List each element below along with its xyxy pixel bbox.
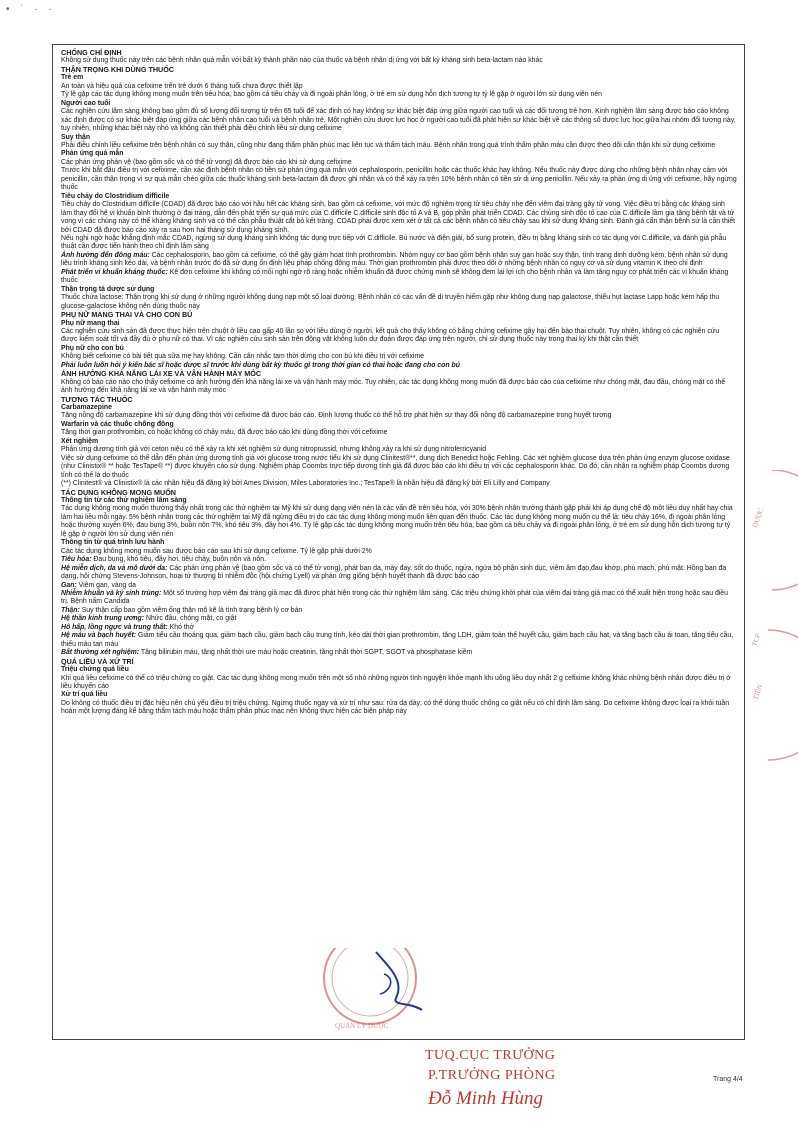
signer-name: Đỗ Minh Hùng bbox=[428, 1088, 544, 1109]
page-number: Trang 4/4 bbox=[713, 1076, 743, 1083]
paragraph: Các nghiên cứu lâm sàng không bao gồm đủ số lượng đối tượng từ trên 65 tuổi để xác định có hay không sự khác biệt đáp ứng giữa người cao tuổi và các đối tượng trẻ hơn. Kinh nghiệm lâm sàng được báo cáo không xác định được có sự khác biệt đáp ứng giữa các bệnh nhân cao tuổi và bệnh nhân trẻ. Một nghiên cứu dược lực học ở người cao tuổi đã phát hiện sự khác biệt về các thông số dược lực học giữa hai nhóm đối tượng này, tuy nhiên, những khác biệt này nhỏ và không cần thiết phải điều chỉnh liều sử dụng cefixime bbox=[61, 108, 736, 133]
paragraph: Các tác dụng không mong muốn sau được báo cáo sau khi sử dụng cefixime. Tỷ lệ gặp phải dưới 2% bbox=[61, 547, 372, 555]
lead-label: Ảnh hưởng đến đông máu: bbox=[61, 251, 150, 259]
lead-text: Viêm gan, vàng da bbox=[78, 581, 136, 589]
paragraph: Không biết cefixime có bài tiết qua sữa mẹ hay không. Cần cân nhắc tạm thời dừng cho con bú khi điều trị với cefixime bbox=[61, 353, 424, 361]
paragraph: An toàn và hiệu quả của cefixime trên trẻ dưới 6 tháng tuổi chưa được thiết lập bbox=[61, 82, 303, 90]
section-heading: THẬN TRỌNG KHI DÙNG THUỐC bbox=[61, 64, 174, 74]
lead-paragraph bbox=[61, 565, 737, 582]
subsection-heading: Xử trí quá liều bbox=[61, 691, 108, 699]
lead-text: Các phản ứng phản vệ (bao gồm sốc và có thể tử vong), phát ban da, mày đay, sốt do thuốc, ngứa, ngứa bộ phận sinh dục, viêm âm đạo,đau khớp, phù mạch, phù mặt. Hồng ban đa dạng, hội chứng Stevens-Johnson, hoại tử thượng bì nhiễm độc (hội chứng Lyell) và phản ứng giống bệnh huyết thanh đã được báo cáo bbox=[61, 564, 727, 581]
lead-paragraph bbox=[61, 590, 737, 607]
lead-label: Gan: bbox=[61, 581, 77, 589]
lead-label: Bất thường xét nghiệm: bbox=[61, 649, 140, 657]
lead-paragraph bbox=[61, 556, 737, 564]
paragraph: Tác dụng không mong muốn thường thấy nhất trong các thử nghiệm tại Mỹ khi sử dụng dạng viên nén là các vấn đề trên tiêu hóa, với 30% bệnh nhân trưởng thành gặp phải khi áp dụng chế độ một liều duy nhất hay chia làm hai liều mỗi ngày. 5% bệnh nhân trong các thử nghiệm tại Mỹ đã ngừng điều trị do các tác dụng không mong muốn liên quan đến thuốc. Các tác dụng không mong muốn cụ thể là: tiêu chảy 16%, đi ngoài phân lỏng hoặc thường xuyên 6%, đau bụng 3%, buồn nôn 7%, khó tiêu 3%, đầy hơi 4%. Tỷ lệ gặp các tác dụng không mong muốn trên tiêu hóa, bao gồm cả tiêu chảy và đi ngoài phân lỏng, ở trẻ em sử dụng hỗn dịch tương tự tỷ lệ gặp ở người lớn sử dụng viên nén bbox=[61, 505, 733, 538]
lead-text: Nhức đầu, chóng mặt, co giật bbox=[145, 615, 237, 623]
lead-text: Các cephalosporin, bao gồm cả cefixime, có thể gây giảm hoạt tính prothrombin. Nhóm nguy cơ bao gồm bệnh nhân suy gan hoặc suy thận, tình trạng dinh dưỡng kém, bệnh nhân sử dụng liệu trình kháng sinh kéo dài, và bệnh nhân trước đó đã sử dụng ổn định liệu pháp chống đông máu. Thời gian prothrombin phải được theo dõi ở những bệnh nhân có nguy cơ và sử dụng vitamin K theo chỉ định bbox=[61, 251, 728, 268]
paragraph: Nếu nghi ngờ hoặc khẳng định mắc CDAD, ngừng sử dụng kháng sinh không tác dụng trực tiếp với C.difficile. Bù nước và điện giải, bổ sung protein, điều trị bằng kháng sinh có tác dụng với C.difficile, và đánh giá phẫu thuật cần được tiến hành theo chỉ định lâm sàng bbox=[61, 234, 727, 251]
emphasis-note: Phải luôn luôn hỏi ý kiến bác sĩ hoặc dược sĩ trước khi dùng bất kỳ thuốc gì trong thời gian có thai hoặc đang cho con bú bbox=[61, 361, 460, 369]
paragraph: Phải điều chỉnh liều cefixime trên bệnh nhân có suy thận, cũng như đang thẩm phân phúc mạc liên tục và thẩm tách máu. Bệnh nhân trong quá trình thẩm phân máu cần được theo dõi cẩn thận khi sử dụng cefixime bbox=[61, 141, 716, 149]
section-heading: QUÁ LIỀU VÀ XỬ TRÍ bbox=[61, 656, 134, 666]
lead-label: Hệ máu và bạch huyết: bbox=[61, 632, 137, 640]
round-stamp bbox=[300, 948, 440, 1058]
subsection-heading: Phản ứng quá mẫn bbox=[61, 150, 124, 158]
side-stamp bbox=[742, 470, 798, 770]
paragraph: Tăng nồng độ carbamazepine khi sử dụng đồng thời với cefixime đã được báo cáo. Định lượng thuốc có thể hỗ trợ phát hiện sự thay đổi nồng độ carbamazepine trong huyết tương bbox=[61, 412, 612, 420]
section-heading: CHỐNG CHỈ ĐỊNH bbox=[61, 48, 122, 57]
subsection-heading: Thông tin từ quá trình lưu hành bbox=[61, 539, 165, 547]
lead-paragraph bbox=[61, 252, 737, 269]
subsection-heading: Warfarin và các thuốc chống đông bbox=[61, 420, 174, 428]
document-frame bbox=[52, 44, 745, 1040]
paragraph: Tăng thời gian prothrombin, có hoặc không có chảy máu, đã được báo cáo khi dùng đồng thời với cefixime bbox=[61, 429, 388, 437]
subsection-heading: Xét nghiệm bbox=[61, 437, 99, 445]
lead-paragraph bbox=[61, 615, 737, 623]
lead-label: Hệ thần kinh trung ương: bbox=[61, 615, 145, 623]
subsection-heading: Tiêu chảy do Clostridium difficile bbox=[61, 192, 170, 200]
lead-text: Đau bụng, khó tiêu, đầy hơi, tiêu chảy, buồn nôn và nôn. bbox=[93, 556, 266, 564]
paragraph: Khi quá liều cefixime có thể có triệu chứng co giật. Các tác dụng không mong muốn trên một số nhỏ những người tình nguyện khỏe mạnh khi uống liều duy nhất 2 g cefixime không khác những bệnh nhân được điều trị ở liều khuyến cáo bbox=[61, 674, 731, 690]
subsection-heading: Thông tin từ các thử nghiệm lâm sàng bbox=[61, 497, 187, 505]
paragraph: Phản ứng dương tính giả với ceton niệu có thể xảy ra khi xét nghiệm sử dụng nitroprussid, nhưng không xảy ra khi sử dụng nitroferricyanid bbox=[61, 446, 487, 454]
lead-paragraph bbox=[61, 269, 737, 286]
subsection-heading: Trẻ em bbox=[61, 74, 84, 82]
section-heading: TƯƠNG TÁC THUỐC bbox=[61, 394, 133, 404]
paragraph: Các phản ứng phản vệ (bao gồm sốc và có thể tử vong) đã được báo cáo khi sử dụng cefixime bbox=[61, 158, 352, 166]
document-body bbox=[61, 49, 737, 717]
paragraph: Các nghiên cứu sinh sản đã được thực hiện trên chuột ở liều cao gấp 40 lần so với liều dùng ở người, kết quả cho thấy không có bằng chứng cefixime gây hại đến bào thai chuột. Tuy nhiên, không có các nghiên cứu được kiểm soát tốt và đầy đủ ở phụ nữ có thai. Vì các nghiên cứu sinh sản trên động vật không luôn dự đoán được đáp ứng trên người, chỉ sử dụng thuốc này trong thai kỳ khi thật cần thiết bbox=[61, 327, 720, 344]
subsection-heading: Người cao tuổi bbox=[61, 99, 111, 107]
lead-label: Hô hấp, lồng ngực và trung thất: bbox=[61, 623, 168, 631]
section-heading: PHỤ NỮ MANG THAI VÀ CHO CON BÚ bbox=[61, 310, 193, 320]
subsection-heading: Suy thận bbox=[61, 133, 91, 141]
paragraph: Không sử dụng thuốc này trên các bệnh nhân quá mẫn với bất kỳ thành phần nào của thuốc và bệnh nhân dị ứng với bất kỳ kháng sinh beta-lactam nào khác bbox=[61, 57, 543, 65]
lead-text: Kê đơn cefixime khi không có mối nghi ngờ rõ ràng hoặc nhiễm khuẩn đã được chứng minh sẽ không đem lại lợi ích cho bệnh nhân và làm tăng nguy cơ phát triển các vi khuẩn kháng thuốc bbox=[61, 268, 729, 285]
paragraph: Thuốc chứa lactose: Thận trọng khi sử dụng ở những người không dung nạp một số loại đường. Bệnh nhân có các vấn đề di truyền hiếm gặp như không dung nạp galactose, thiếu hụt lactase Lapp hoặc kém hấp thu glucose-galactose không nên dùng thuốc này bbox=[61, 294, 720, 310]
lead-label: Thận: bbox=[61, 606, 80, 614]
stamp-side-mid: TCP bbox=[750, 632, 763, 648]
paragraph: (**) Clinitest® và Clinistix® là các nhãn hiệu đã đăng ký bởi Ames Division, Miles Laboratories Inc.; TesTape® là nhãn hiệu đã đăng ký bởi Eli Lilly and Company bbox=[61, 480, 550, 488]
subsection-heading: Triệu chứng quá liều bbox=[61, 666, 129, 674]
lead-label: Tiêu hóa: bbox=[61, 556, 92, 564]
lead-text: Suy thận cấp bao gồm viêm ống thận mô kẽ là tình trạng bệnh lý cơ bản bbox=[81, 606, 303, 614]
section-heading: TÁC DỤNG KHÔNG MONG MUỐN bbox=[61, 487, 176, 497]
paragraph: Do không có thuốc điều trị đặc hiệu nên chủ yếu điều trị triệu chứng. Ngừng thuốc ngay và xử trí như sau: rửa dạ dày; có thể dùng thuốc chống co giật nếu có chỉ định lâm sàng. Do cefixime không được loại ra khỏi tuần hoàn một lượng đáng kể bằng thẩm tách máu hoặc thẩm phân phúc mạc nên không thực hiện các biện pháp này bbox=[61, 699, 730, 716]
subsection-heading: Phụ nữ mang thai bbox=[61, 319, 120, 327]
signature-line1: TUQ.CỤC TRƯỞNG bbox=[425, 1048, 556, 1063]
subsection-heading: Phụ nữ cho con bú bbox=[61, 344, 124, 352]
paragraph: Việc sử dụng cefixime có thể dẫn đến phản ứng dương tính giả với glucose trong nước tiểu khi sử dụng Clinitest®**, dung dịch Benedict hoặc Fehling. Các xét nghiệm glucose dựa trên phản ứng enzym glucose oxidase (như Clinistix® ** hoặc TesTape® **) được khuyến cáo sử dụng. Nghiệm pháp Coombs trực tiếp dương tính giả đã được báo cáo khi điều trị với các cephalosporin khác. Do đó, cần nhận ra nghiệm pháp Coombs dương tính có thể là do thuốc bbox=[61, 454, 730, 479]
lead-text: Tăng bilirubin máu, tăng nhất thời ure máu hoặc creatinin, tăng nhất thời SGPT, SGOT và phosphatase kiềm bbox=[140, 649, 473, 657]
paragraph: Không có báo cáo nào cho thấy cefixime có ảnh hưởng đến khả năng lái xe và vận hành máy móc. Tuy nhiên, các tác dụng không mong muốn đã được báo cáo của cefixime như chóng mặt, đau đầu, chóng mặt có thể ảnh hưởng đến khả năng lái xe và vận hành máy móc bbox=[61, 378, 726, 395]
lead-paragraph bbox=[61, 582, 737, 590]
paragraph: Tiêu chảy do Clostridium difficile (CDAD) đã được báo cáo với hầu hết các kháng sinh, bao gồm cả cefixime, với mức độ nghiêm trọng từ tiêu chảy nhẹ đến viêm đại tràng gây tử vong. Việc điều trị bằng các kháng sinh làm thay đổi hệ vi khuẩn bình thường ở đại tràng, dẫn đến phát triển sự quá mức của C.difficile C.difficile sinh độc tố A và B, góp phần phát triển CDAD. Các chủng sinh độc tố cao của C.difficile làm gia tăng bệnh tật và tử vong vì các chủng này có thể kháng kháng sinh và có thể cần phẫu thuật cắt bỏ kết tràng. CDAD phải được xem xét ở tất cả các bệnh nhân có tiêu chảy sau khi sử dụng kháng sinh. Đánh giá cẩn thận bệnh sử là cần thiết bởi CDAD đã được báo cáo xảy ra sau hơn hai tháng sử dụng kháng sinh. bbox=[61, 201, 736, 234]
stamp-side-bot: TIẾN bbox=[751, 683, 765, 701]
paragraph: Tỷ lệ gặp các tác dụng không mong muốn trên tiêu hóa, bao gồm cả tiêu chảy và đi ngoài phân lỏng, ở trẻ em sử dụng hỗn dịch tương tự tỷ lệ gặp ở người lớn sử dụng viên nén bbox=[61, 91, 602, 99]
lead-label: Hệ miễn dịch, da và mô dưới da: bbox=[61, 564, 168, 572]
lead-paragraph bbox=[61, 624, 737, 632]
lead-text: Một số trường hợp viêm đại tràng giả mạc đã được phát hiện trong các thử nghiệm lâm sàng. Các triệu chứng khởi phát của viêm đại tràng giả mạc có thể xuất hiện trong hoặc sau điều trị. Bệnh nấm Candida bbox=[61, 590, 728, 606]
stamp-side-top: DƯỢC bbox=[750, 507, 766, 529]
top-marks: • ˙ · · bbox=[6, 4, 56, 15]
lead-text: Khó thở bbox=[169, 623, 195, 631]
subsection-heading: Carbamazepine bbox=[61, 404, 112, 412]
paragraph: Trước khi bắt đầu điều trị với cefixime, cần xác định bệnh nhân có tiền sử phản ứng quá mẫn với cephalosporin, penicillin hoặc các thuốc khác hay không. Nếu thuốc này được dùng cho những bệnh nhân nhạy cảm với penicillin, cần thận trọng vì sự quá mẫn chéo giữa các thuốc kháng sinh beta-lactam đã được ghi nhận và có thể xảy ra trên 10% bệnh nhân có tiền sử dị ứng penicillin. Nếu xảy ra phản ứng dị ứng với cefixime, hãy ngừng thuốc bbox=[61, 167, 737, 192]
lead-label: Nhiễm khuẩn và ký sinh trùng: bbox=[61, 590, 162, 597]
lead-text: Giảm tiểu cầu thoáng qua, giảm bạch cầu, giảm bạch cầu trung tính, kéo dài thời gian prothrombin, tăng LDH, giảm toàn thể huyết cầu, giảm bạch cầu hạt, và tăng bạch cầu ái toan, tăng tiểu cầu, thiếu máu tan máu bbox=[61, 632, 734, 648]
lead-paragraph bbox=[61, 649, 737, 657]
stamp-ring-text: QUẢN LÝ DƯỢC bbox=[335, 1022, 389, 1030]
signature-line2: P.TRƯỞNG PHÒNG bbox=[428, 1068, 556, 1083]
lead-label: Phát triển vi khuẩn kháng thuốc: bbox=[61, 268, 168, 276]
lead-paragraph bbox=[61, 632, 737, 649]
subsection-heading: Thận trọng tá dược sử dụng bbox=[61, 285, 155, 293]
section-heading: ẢNH HƯỞNG KHẢ NĂNG LÁI XE VÀ VẬN HÀNH MÁY MÓC bbox=[61, 369, 262, 379]
